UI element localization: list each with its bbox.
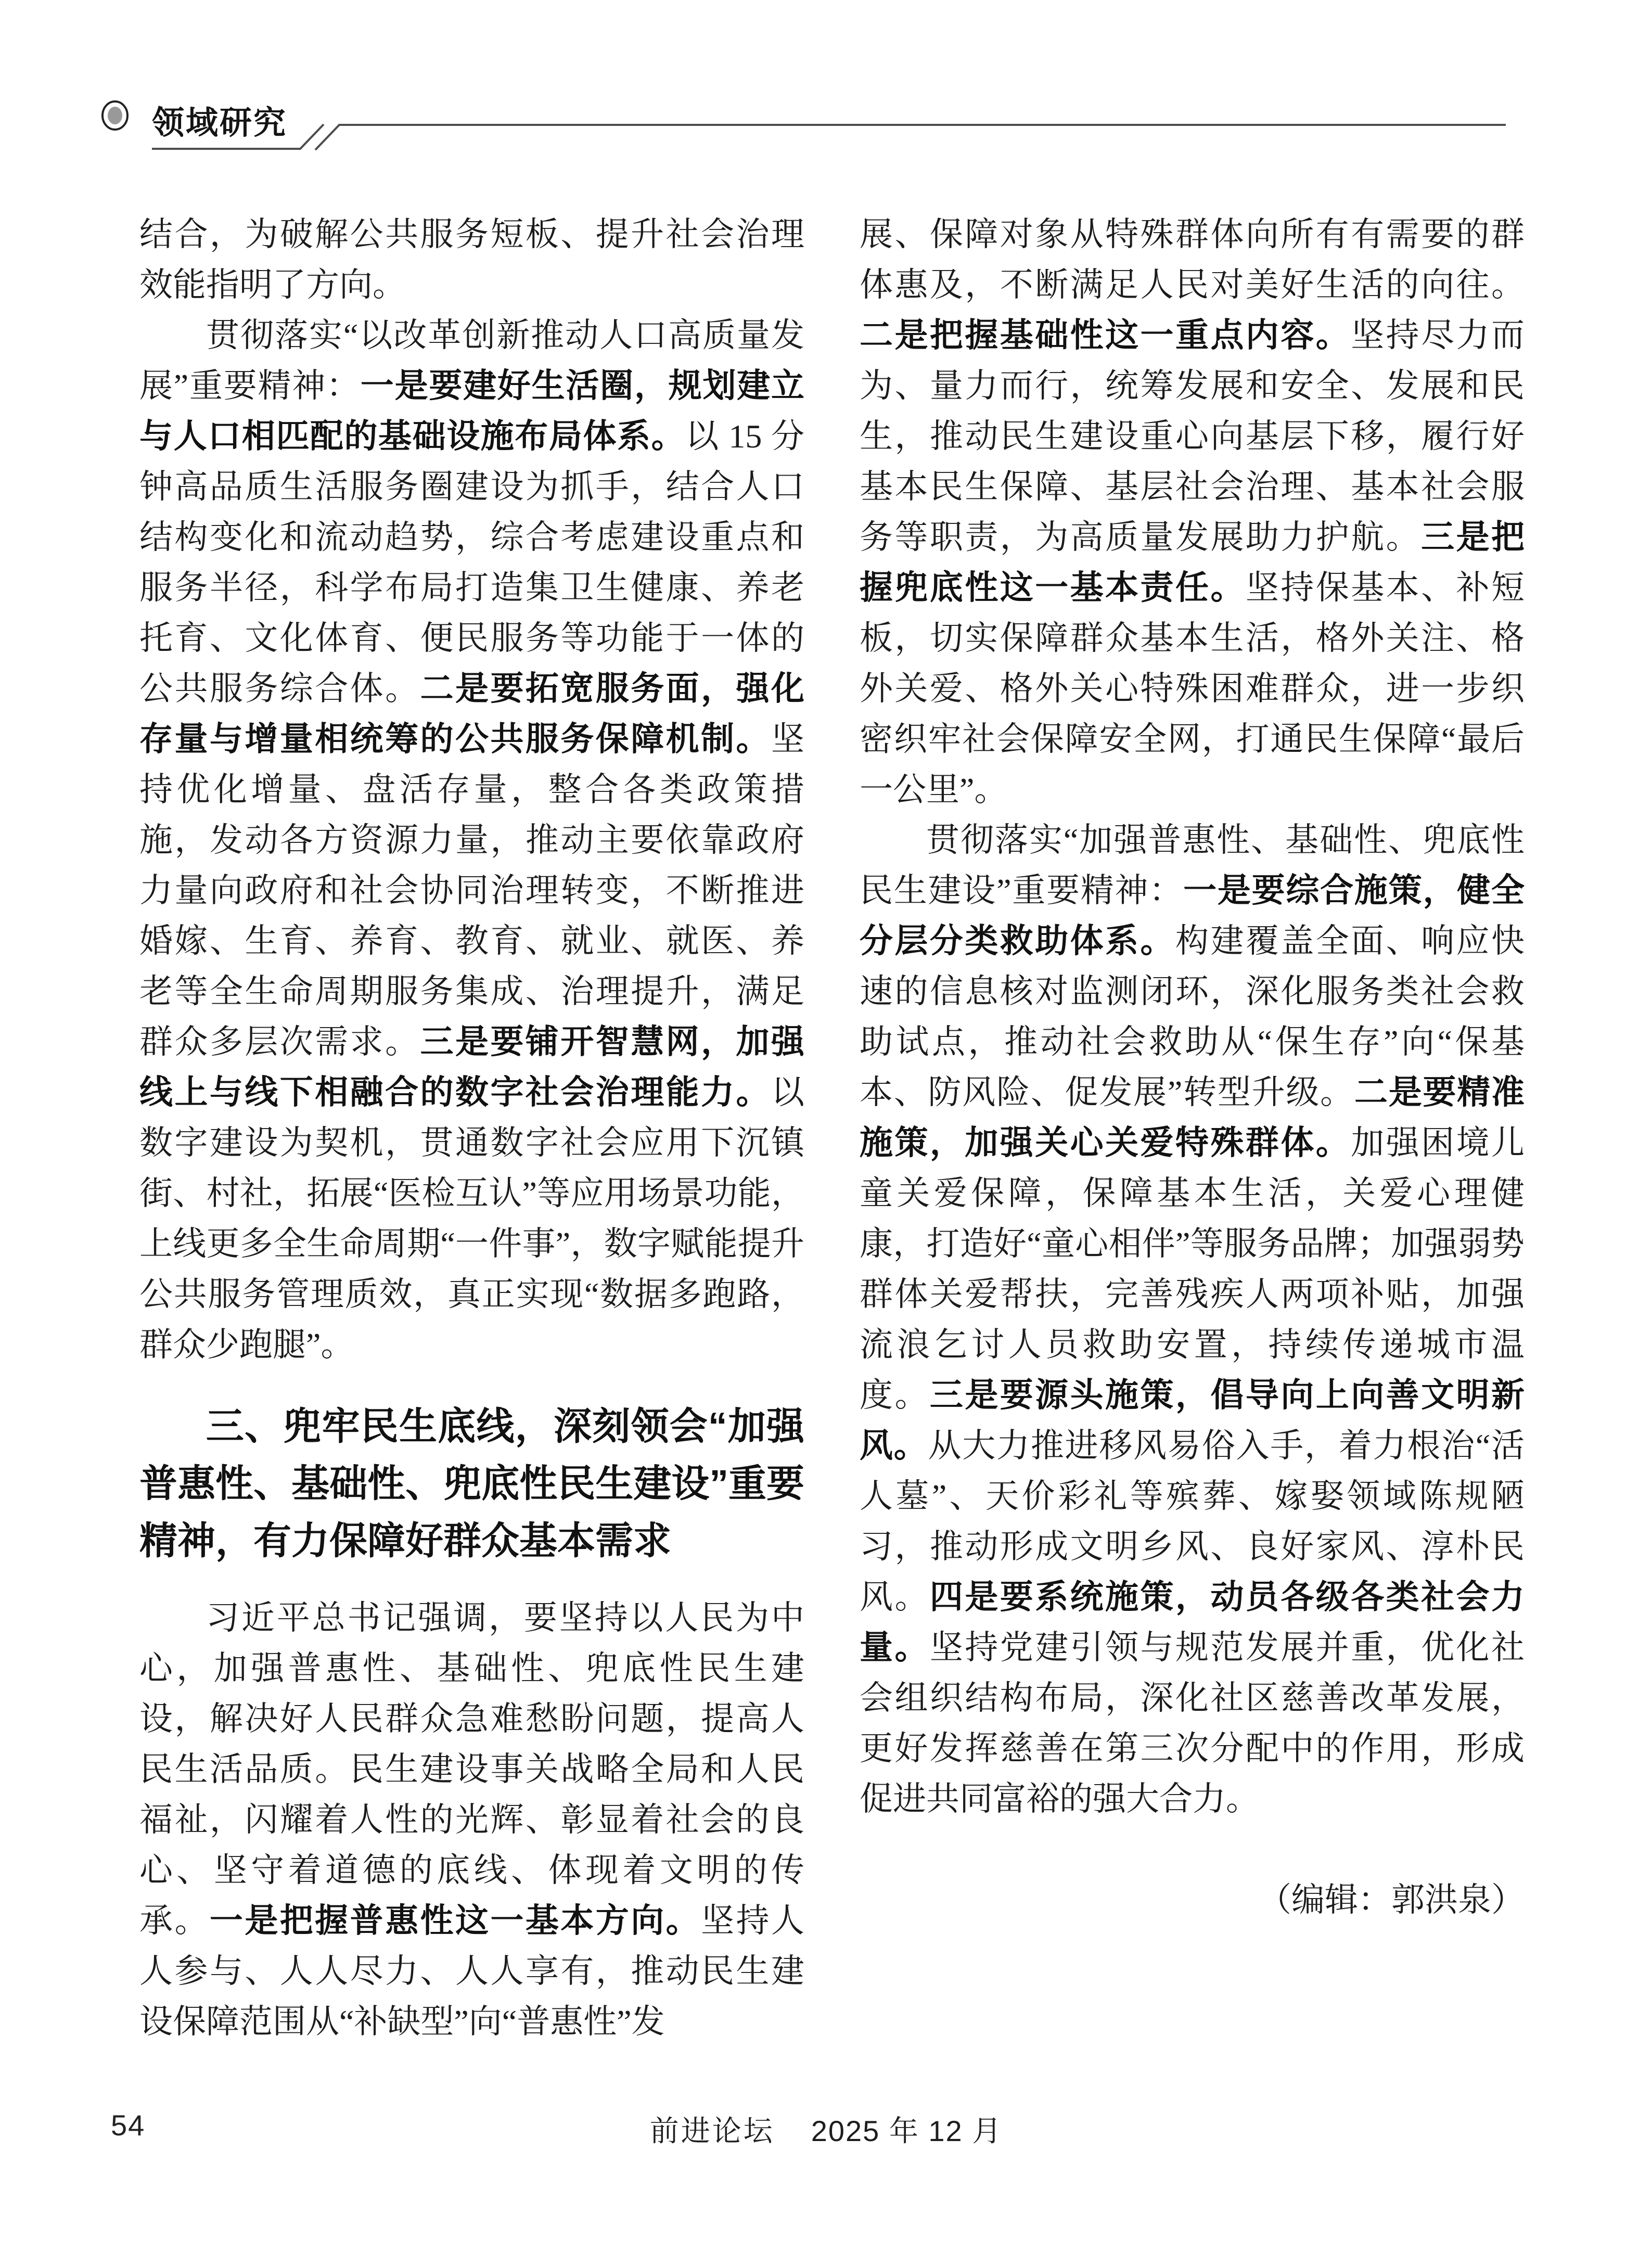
text-run: 四是要系统施策，动员各级各类社会力量。 (860, 1579, 1525, 1666)
section-label: 领域研究 (152, 106, 288, 141)
header-rule (0, 0, 1652, 172)
journal-title: 前进论坛 (649, 2115, 775, 2147)
text-run: （编辑：郭洪泉） (1258, 1881, 1525, 1918)
text-run: 坚持保基本、补短板，切实保障群众基本生活，格外关注、格外关爱、格外关心特殊困难群众，进一步织密织牢社会保障安全网，打通民生保障“最后一公里”。 (860, 569, 1525, 808)
text-run: 坚持党建引领与规范发展并重，优化社会组织结构布局，深化社区慈善改革发展，更好发挥慈善在第三次分配中的作用，形成促进共同富裕的强大合力。 (860, 1629, 1525, 1817)
paragraph (860, 815, 1525, 1824)
text-run: 习近平总书记强调，要坚持以人民为中心，加强普惠性、基础性、兜底性民生建设，解决好人民群众急难愁盼问题，提高人民生活品质。民生建设事关战略全局和人民福祉，闪耀着人性的光辉、彰显着社会的良心、坚守着道德的底线、体现着文明的传承。 (139, 1599, 804, 1939)
issue-date: 2025 年 12 月 (811, 2115, 1003, 2147)
text-run: 贯彻落实“以改革创新推动人口高质量发展”重要精神： (139, 317, 804, 404)
text-run: 构建覆盖全面、响应快速的信息核对监测闭环，深化服务类社会救助试点，推动社会救助从“保生存”向“保基本、防风险、促发展”转型升级。 (860, 923, 1525, 1111)
text-run: 以数字建设为契机，贯通数字社会应用下沉镇街、村社，拓展“医检互认”等应用场景功能，上线更多全生命周期“一件事”，数字赋能提升公共服务管理质效，真正实现“数据多跑路，群众少跑腿”。 (139, 1074, 804, 1363)
text-run: 结合，为破解公共服务短板、提升社会治理效能指明了方向。 (139, 216, 804, 303)
text-run: 二是把握基础性这一重点内容。 (860, 317, 1351, 354)
paragraph (139, 310, 804, 1370)
text-run: 二是要精准施策，加强关心关爱特殊群体。 (860, 1074, 1525, 1161)
text-run: 一是把握普惠性这一基本方向。 (209, 1902, 701, 1939)
text-run: 从大力推进移风易俗入手，着力根治“活人墓”、天价彩礼等殡葬、嫁娶领域陈规陋习，推动形成文明乡风、良好家风、淳朴民风。 (860, 1427, 1525, 1616)
text-run: 三是要铺开智慧网，加强线上与线下相融合的数字社会治理能力。 (139, 1023, 805, 1111)
editor-credit (860, 1875, 1525, 1925)
paragraph (139, 1593, 804, 2047)
bullseye-icon (100, 99, 130, 132)
paragraph (139, 209, 804, 310)
left-column (139, 209, 804, 2047)
text-run: 展、保障对象从特殊群体向所有有需要的群体惠及，不断满足人民对美好生活的向往。 (860, 216, 1525, 303)
text-run: 二是要拓宽服务面，强化存量与增量相统筹的公共服务保障机制。 (139, 670, 805, 758)
text-run: 坚持人人参与、人人尽力、人人享有，推动民生建设保障范围从“补缺型”向“普惠性”发 (139, 1902, 805, 2040)
footer-center (0, 2108, 1652, 2150)
section-heading (139, 1398, 804, 1570)
right-column (860, 209, 1525, 1925)
text-run: 贯彻落实“加强普惠性、基础性、兜底性民生建设”重要精神： (860, 822, 1525, 909)
text-run: 加强困境儿童关爱保障，保障基本生活，关爱心理健康，打造好“童心相伴”等服务品牌；加强弱势群体关爱帮扶，完善残疾人两项补贴，加强流浪乞讨人员救助安置，持续传递城市温度。 (860, 1124, 1525, 1414)
text-run: 以 15 分钟高品质生活服务圈建设为抓手，结合人口结构变化和流动趋势，综合考虑建设重点和服务半径，科学布局打造集卫生健康、养老托育、文化体育、便民服务等功能于一体的公共服务综合体。 (139, 418, 805, 707)
paragraph (860, 209, 1525, 815)
text-run: 一是要综合施策，健全分层分类救助体系。 (860, 872, 1525, 959)
text-run: 一是要建好生活圈，规划建立与人口相匹配的基础设施布局体系。 (139, 367, 805, 455)
text-run: 坚持尽力而为、量力而行，统筹发展和安全、发展和民生，推动民生建设重心向基层下移，履行好基本民生保障、基层社会治理、基本社会服务等职责，为高质量发展助力护航。 (860, 317, 1525, 556)
text-run: 三是把握兜底性这一基本责任。 (860, 519, 1525, 606)
page-number: 54 (111, 2109, 146, 2142)
text-run: 坚持优化增量、盘活存量，整合各类政策措施，发动各方资源力量，推动主要依靠政府力量向政府和社会协同治理转变，不断推进婚嫁、生育、养育、教育、就业、就医、养老等全生命周期服务集成、治理提升，满足群众多层次需求。 (139, 721, 804, 1060)
text-run: 三是要源头施策，倡导向上向善文明新风。 (860, 1377, 1525, 1464)
text-run: 三、兜牢民生底线，深刻领会“加强普惠性、基础性、兜底性民生建设”重要精神，有力保障好群众基本需求 (139, 1405, 804, 1562)
